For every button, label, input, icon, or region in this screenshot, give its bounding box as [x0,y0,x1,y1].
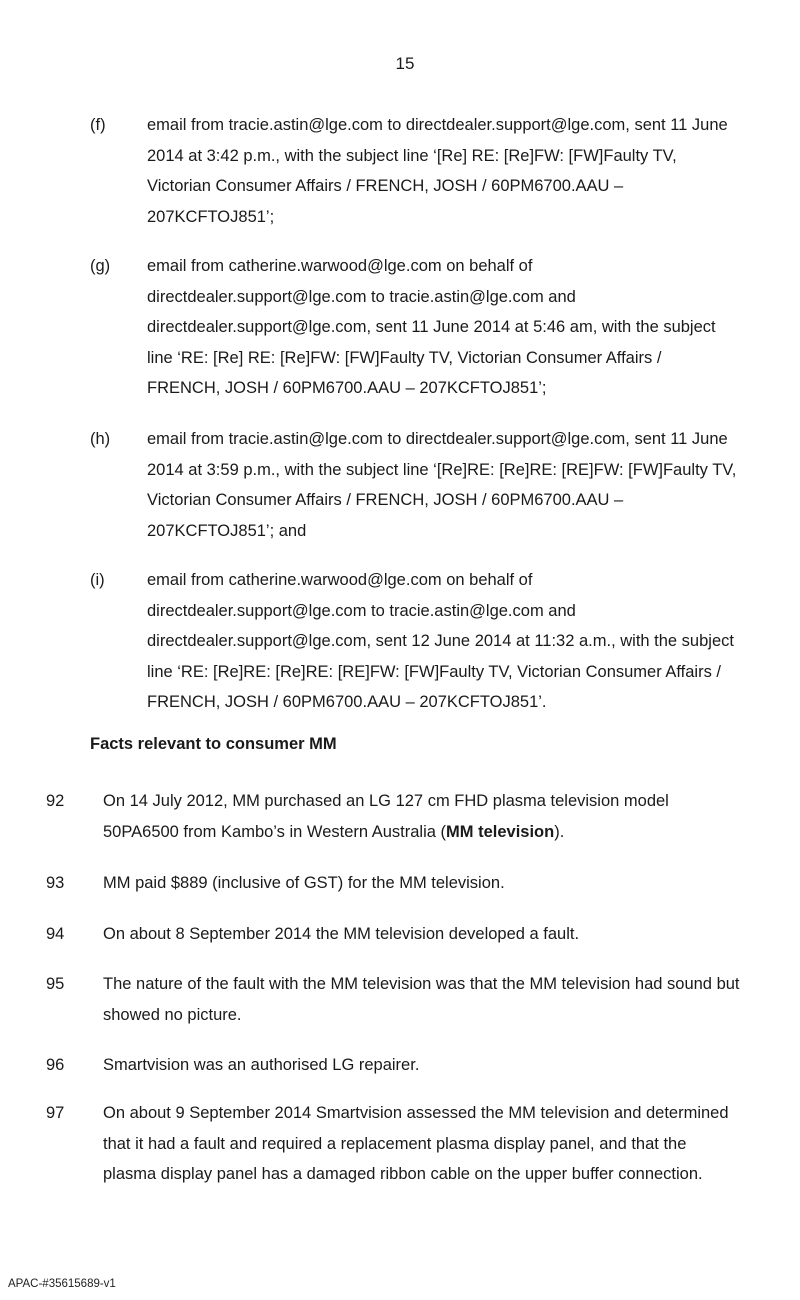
text-line: that it had a fault and required a replacement plasma display panel, and that the [103,1134,687,1153]
text-line: Smartvision was an authorised LG repairer. [103,1056,420,1074]
sub-item-label: (f) [90,116,106,134]
paragraph-number: 95 [46,975,65,993]
text-line: The nature of the fault with the MM television was that the MM television had sound but [103,975,740,993]
paragraph-text [103,969,793,1030]
paragraph-number: 96 [46,1056,65,1074]
text-line: 2014 at 3:42 p.m., with the subject line ‘[Re] RE: [Re]FW: [FW]Faulty TV, [147,146,677,165]
text-line: email from tracie.astin@lge.com to directdealer.support@lge.com, sent 11 June [147,430,728,448]
text-line: directdealer.support@lge.com, sent 12 June 2014 at 11:32 a.m., with the subject [147,632,734,650]
page-number: 15 [395,54,415,73]
text-line: line ‘RE: [Re]RE: [Re]RE: [RE]FW: [FW]Faulty TV, Victorian Consumer Affairs / [147,662,722,681]
text-segment: ). [554,822,565,841]
paragraph-text [103,1098,793,1190]
sub-item-label: (i) [90,571,105,589]
text-line: showed no picture. [103,1005,242,1024]
text-line: email from catherine.warwood@lge.com on behalf of [147,571,533,589]
paragraph-number: 92 [46,792,65,810]
text-line: MM paid $889 (inclusive of GST) for the MM television. [103,874,505,892]
text-line: directdealer.support@lge.com to tracie.astin@lge.com and [147,287,576,306]
paragraph-number: 94 [46,925,65,943]
text-segment: 50PA6500 from Kambo’s in Western Australia ( [103,822,447,841]
text-line: FRENCH, JOSH / 60PM6700.AAU – 207KCFTOJ851’; [147,379,547,397]
text-line: 2014 at 3:59 p.m., with the subject line ‘[Re]RE: [Re]RE: [RE]FW: [FW]Faulty TV, [147,460,737,479]
sub-item-text [147,110,787,232]
paragraph-text [103,786,793,847]
sub-item-text [147,424,787,546]
text-line: 207KCFTOJ851’; [147,207,275,226]
section-heading: Facts relevant to consumer MM [90,735,337,753]
defined-term: MM television [446,822,555,841]
paragraph-number: 97 [46,1104,65,1122]
text-line: 207KCFTOJ851’; and [147,521,307,540]
text-line: On about 8 September 2014 the MM television developed a fault. [103,925,580,943]
sub-item-text [147,565,787,718]
paragraph-number: 93 [46,874,65,892]
text-line: directdealer.support@lge.com to tracie.astin@lge.com and [147,601,576,620]
text-line: On 14 July 2012, MM purchased an LG 127 cm FHD plasma television model [103,792,669,810]
document-id-footer: APAC-#35615689-v1 [8,1278,116,1290]
paragraph-text [103,919,793,950]
text-line: plasma display panel has a damaged ribbon cable on the upper buffer connection. [103,1165,703,1183]
text-line: email from catherine.warwood@lge.com on behalf of [147,257,533,275]
paragraph-text [103,1050,793,1081]
sub-item-label: (h) [90,430,111,448]
text-line: Victorian Consumer Affairs / FRENCH, JOSH / 60PM6700.AAU – [147,177,624,195]
paragraph-text [103,868,793,899]
text-line: line ‘RE: [Re] RE: [Re]FW: [FW]Faulty TV, Victorian Consumer Affairs / [147,348,662,367]
sub-item-label: (g) [90,257,111,275]
text-line: FRENCH, JOSH / 60PM6700.AAU – 207KCFTOJ851’. [147,693,547,711]
text-line: email from tracie.astin@lge.com to directdealer.support@lge.com, sent 11 June [147,116,728,134]
text-line: On about 9 September 2014 Smartvision assessed the MM television and determined [103,1104,729,1122]
text-line: Victorian Consumer Affairs / FRENCH, JOSH / 60PM6700.AAU – [147,491,624,509]
sub-item-text [147,251,787,404]
text-line: directdealer.support@lge.com, sent 11 June 2014 at 5:46 am, with the subject [147,318,716,336]
text-line [103,817,793,848]
